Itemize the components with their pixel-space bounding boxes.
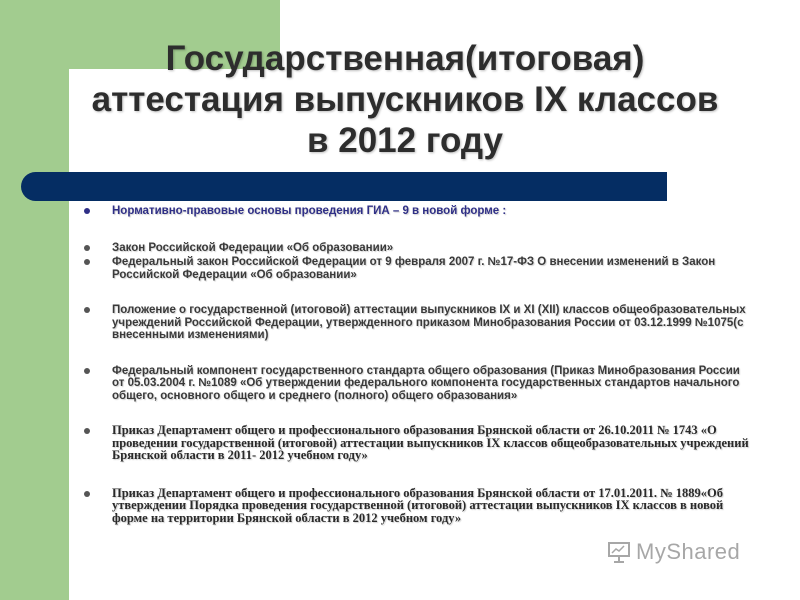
bullet-dot: [84, 428, 90, 434]
slide-title: [60, 38, 750, 161]
bullet-text: Приказ Департамент общего и профессионального образования Брянской области от 26.10.2011 № 1743 «О проведении государственной (итоговой) аттестации выпускников IX классов общеобразовательных учреждений Брянской области в 2011- 2012 учебном году»: [112, 423, 749, 462]
watermark-text: MyShared: [636, 539, 741, 564]
bullet-text: Положение о государственной (итоговой) аттестации выпускников IX и XI (XII) классов общеобразовательных учреждений Российской Федерации, утвержденного приказом Минобразования России от 03.12.1999 №1075(с внесенными изменениями): [112, 304, 746, 341]
bullet-item-order-1889: [83, 487, 753, 525]
bullet-item-regulation: [83, 304, 753, 342]
bullet-item-federal-standard: [83, 365, 753, 403]
title-line-2: аттестация выпускников IX классов: [91, 80, 719, 119]
bullet-text: Закон Российской Федерации «Об образовании»: [112, 241, 394, 254]
myshared-watermark: [607, 538, 740, 566]
title-line-1: Государственная(итоговая): [165, 39, 645, 78]
title-divider-bar: [21, 172, 667, 201]
presentation-board-icon: [607, 540, 631, 564]
bullet-item-federal-law: [83, 256, 753, 281]
bullet-list: [83, 205, 753, 524]
bullet-dot: [84, 208, 90, 214]
bullet-item-heading: [83, 205, 753, 218]
bullet-dot: [84, 259, 90, 265]
green-left-band: [0, 0, 69, 600]
bullet-item-order-1743: [83, 424, 753, 462]
bullet-text: Федеральный закон Российской Федерации от 9 февраля 2007 г. №17-ФЗ О внесении изменений в Закон Российской Федерации «Об образовании»: [112, 256, 716, 281]
bullet-dot: [84, 491, 90, 497]
title-line-3: в 2012 году: [307, 121, 503, 160]
bullet-dot: [84, 307, 90, 313]
bullet-item-law: [83, 242, 753, 255]
bullet-text: Нормативно-правовые основы проведения ГИА – 9 в новой форме :: [112, 205, 507, 217]
bullet-text: Приказ Департамент общего и профессионального образования Брянской области от 17.01.2011. № 1889«Об утверждении Порядка проведения государственной (итоговой) аттестации выпускников IX классов в новой форме на территории Брянской области в 2012 учебном году»: [112, 485, 724, 525]
bullet-dot: [84, 368, 90, 374]
bullet-text: Федеральный компонент государственного стандарта общего образования (Приказ Минобразования России от 05.03.2004 г. №1089 «Об утверждении федерального компонента государственных стандартов начального общего, основного общего и среднего (полного) общего образования»: [112, 364, 740, 402]
bullet-dot: [84, 245, 90, 251]
